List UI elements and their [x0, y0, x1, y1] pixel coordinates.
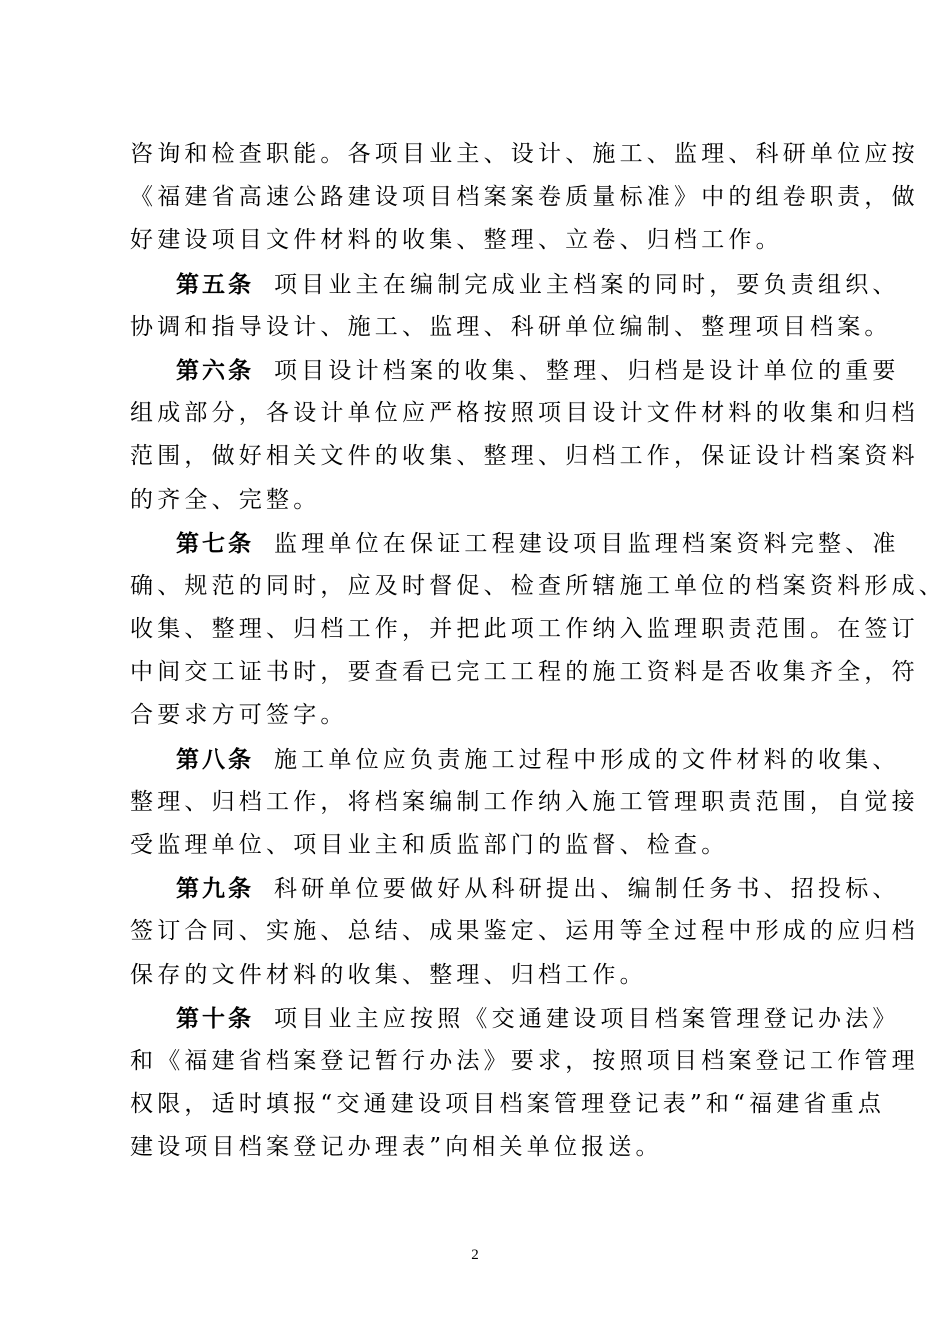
- text-line: [130, 133, 919, 176]
- line-text: 《福建省高速公路建设项目档案案卷质量标准》中的组卷职责，做: [130, 184, 919, 211]
- line-text: 咨询和检查职能。各项目业主、设计、施工、监理、科研单位应按: [130, 141, 919, 167]
- line-text: 和《福建省档案登记暂行办法》要求，按照项目档案登记工作管理: [130, 1047, 919, 1074]
- article-number: 第九条: [176, 875, 254, 903]
- line-text: 权限，适时填报“交通建设项目档案管理登记表”和“福建省重点: [130, 1091, 886, 1118]
- text-line: [130, 219, 850, 262]
- text-line: [130, 738, 900, 781]
- line-text: 建设项目档案登记办理表”向相关单位报送。: [130, 1134, 663, 1161]
- line-text: 的齐全、完整。: [130, 486, 321, 513]
- text-line: [130, 867, 900, 910]
- line-text: 科研单位要做好从科研提出、编制任务书、招投标、: [274, 876, 900, 903]
- article-paragraph: [130, 349, 919, 522]
- text-line: [130, 306, 892, 349]
- text-line: [130, 1126, 850, 1169]
- line-text: 收集、整理、归档工作，并把此项工作纳入监理职责范围。在签订: [130, 616, 919, 643]
- text-line: [130, 608, 919, 651]
- text-line: [130, 651, 919, 694]
- line-text: 协调和指导设计、施工、监理、科研单位编制、整理项目档案。: [130, 313, 892, 340]
- text-line: [130, 565, 946, 608]
- line-text: 范围，做好相关文件的收集、整理、归档工作，保证设计档案资料: [130, 443, 919, 470]
- page-number: 2: [471, 1247, 479, 1263]
- article-number: 第七条: [176, 529, 254, 557]
- line-text: 确、规范的同时，应及时督促、检查所辖施工单位的档案资料形成、: [130, 572, 946, 599]
- line-text: 整理、归档工作，将档案编制工作纳入施工管理职责范围，自觉接: [130, 788, 919, 815]
- line-text: 项目业主应按照《交通建设项目档案管理登记办法》: [274, 1005, 900, 1032]
- text-line: [130, 910, 919, 953]
- text-line: [130, 1040, 919, 1083]
- article-paragraph: [130, 867, 919, 997]
- text-line: [130, 954, 850, 997]
- text-line: [130, 349, 900, 392]
- article-paragraph: [130, 522, 946, 738]
- article-paragraph: [130, 263, 900, 349]
- line-text: 保存的文件材料的收集、整理、归档工作。: [130, 961, 647, 988]
- text-line: [130, 694, 850, 737]
- text-line: [130, 176, 919, 219]
- document-body: [130, 133, 946, 1170]
- line-text: 好建设项目文件材料的收集、整理、立卷、归档工作。: [130, 227, 783, 254]
- article-paragraph: [130, 997, 919, 1170]
- article-number: 第十条: [176, 1004, 254, 1032]
- article-number: 第六条: [176, 356, 254, 384]
- line-text: 中间交工证书时，要查看已完工工程的施工资料是否收集齐全，符: [130, 659, 919, 686]
- article-number: 第八条: [176, 745, 254, 773]
- line-text: 项目业主在编制完成业主档案的同时，要负责组织、: [274, 271, 900, 298]
- text-line: [130, 479, 850, 522]
- line-text: 项目设计档案的收集、整理、归档是设计单位的重要: [274, 357, 900, 384]
- text-line: [130, 997, 900, 1040]
- line-text: 组成部分，各设计单位应严格按照项目设计文件材料的收集和归档: [130, 400, 919, 427]
- continuation-paragraph: [130, 133, 919, 263]
- line-text: 监理单位在保证工程建设项目监理档案资料完整、准: [274, 530, 900, 557]
- line-text: 受监理单位、项目业主和质监部门的监督、检查。: [130, 832, 729, 858]
- text-line: [130, 263, 900, 306]
- text-line: [130, 435, 919, 478]
- line-text: 合要求方可签字。: [130, 702, 348, 729]
- line-text: 施工单位应负责施工过程中形成的文件材料的收集、: [274, 746, 900, 773]
- line-text: 签订合同、实施、总结、成果鉴定、运用等全过程中形成的应归档: [130, 918, 919, 945]
- text-line: [130, 392, 919, 435]
- text-line: [130, 522, 900, 565]
- text-line: [130, 824, 850, 867]
- text-line: [130, 781, 919, 824]
- article-number: 第五条: [176, 270, 254, 298]
- article-paragraph: [130, 738, 919, 868]
- text-line: [130, 1083, 886, 1126]
